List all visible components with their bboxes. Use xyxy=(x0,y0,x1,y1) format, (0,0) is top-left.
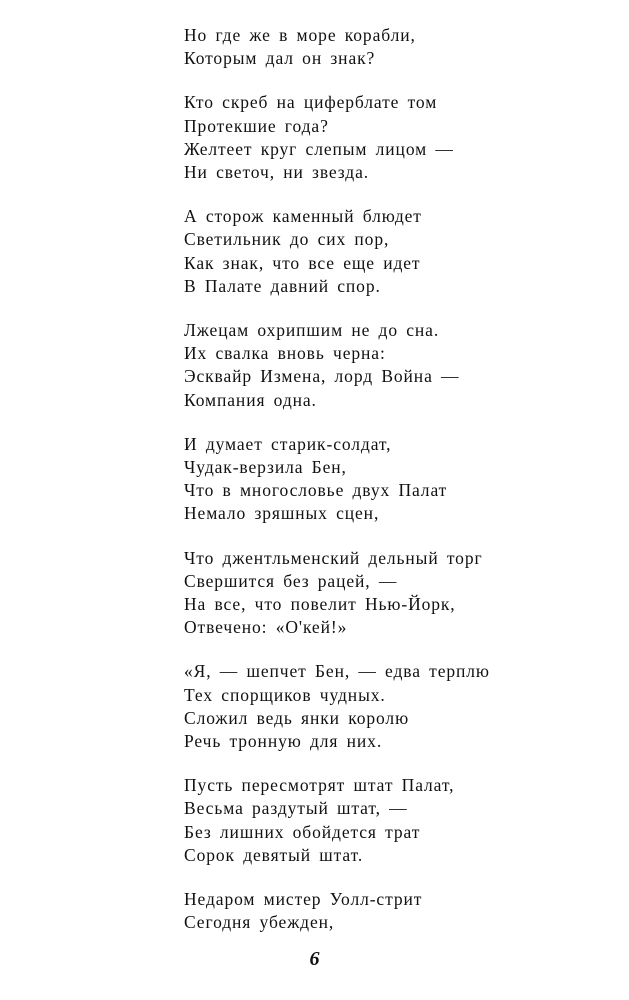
poem-line: Ни светоч, ни звезда. xyxy=(184,162,370,183)
poem-line: Сложил ведь янки королю xyxy=(184,707,410,728)
poem-line: Чудак-верзила Бен, xyxy=(184,457,347,478)
poem-line: Желтеет круг слепым лицом — xyxy=(184,138,454,159)
poem-line: Немало зряшных сцен, xyxy=(184,503,380,524)
poem-line: Весьма раздутый штат, — xyxy=(184,798,408,819)
poem-line: Речь тронную для них. xyxy=(184,731,383,752)
poem-line: Кто скреб на циферблате том xyxy=(184,92,438,113)
poem-line: Их свалка вновь черна: xyxy=(184,343,386,364)
stanza-1 xyxy=(184,24,504,70)
poem-line: А сторож каменный блюдет xyxy=(184,206,422,227)
poem-line: Пусть пересмотрят штат Палат, xyxy=(184,775,455,796)
poem-line: Протекшие года? xyxy=(184,115,329,136)
poem-line: Эсквайр Измена, лорд Война — xyxy=(184,366,460,387)
poem-line: Которым дал он знак? xyxy=(184,48,376,69)
stanza-3 xyxy=(184,205,504,298)
poem-body xyxy=(184,24,504,956)
poem-line: И думает старик-солдат, xyxy=(184,433,392,454)
poem-line: Компания одна. xyxy=(184,389,317,410)
poem-line: Отвечено: «О'кей!» xyxy=(184,617,348,638)
poem-line: Но где же в море корабли, xyxy=(184,25,416,45)
poem-line: В Палате давний спор. xyxy=(184,275,381,296)
poem-line: Без лишних обойдется трат xyxy=(184,821,421,842)
stanza-4 xyxy=(184,319,504,412)
stanza-8 xyxy=(184,774,504,867)
poem-line: Тех спорщиков чудных. xyxy=(184,684,386,705)
stanza-6 xyxy=(184,547,504,640)
stanza-9 xyxy=(184,888,504,934)
poem-line: На все, что повелит Нью-Йорк, xyxy=(184,594,456,615)
page-number: 6 xyxy=(309,948,320,970)
poem-line: «Я, — шепчет Бен, — едва терплю xyxy=(184,661,490,682)
poem-line: Что джентльменский дельный торг xyxy=(184,547,483,568)
poem-line: Свершится без рацей, — xyxy=(184,570,398,591)
poem-line: Сегодня убежден, xyxy=(184,912,335,933)
poem-line: Светильник до сих пор, xyxy=(184,229,390,250)
poem-line: Как знак, что все еще идет xyxy=(184,252,421,273)
stanza-7 xyxy=(184,660,504,753)
stanza-2 xyxy=(184,91,504,184)
poem-line: Что в многословье двух Палат xyxy=(184,480,448,501)
stanza-5 xyxy=(184,433,504,526)
poem-line: Недаром мистер Уолл-стрит xyxy=(184,889,423,910)
poem-line: Лжецам охрипшим не до сна. xyxy=(184,320,440,341)
poem-line: Сорок девятый штат. xyxy=(184,844,364,865)
